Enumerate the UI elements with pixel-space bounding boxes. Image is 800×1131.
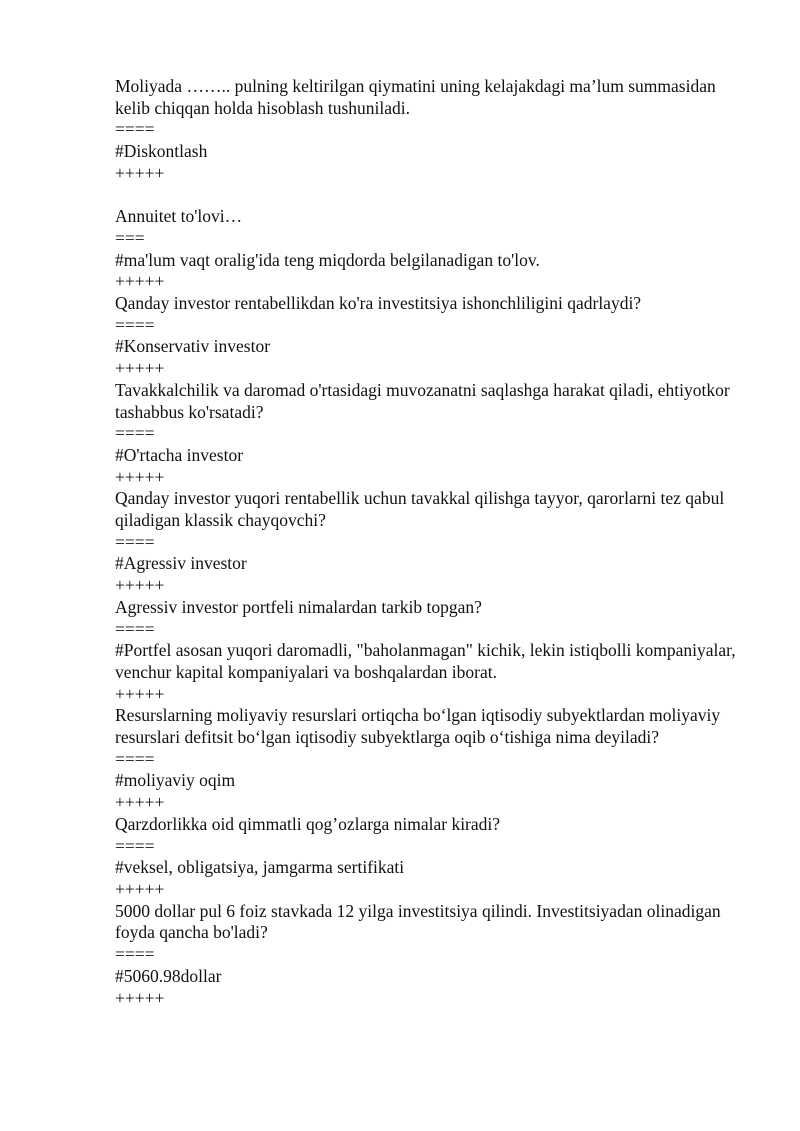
question-text: Tavakkalchilik va daromad o'rtasidagi muvozanatni saqlashga harakat qiladi, ehtiyotkor tashabbus ko'rsatadi? (115, 379, 730, 422)
answer-text: #moliyaviy oqim (115, 770, 236, 791)
document-page (115, 76, 745, 1009)
answer-text: #Diskontlash (115, 141, 208, 162)
separator: ==== (115, 835, 155, 856)
question-text: Qarzdorlikka oid qimmatli qog’ozlarga nimalar kiradi? (115, 813, 501, 834)
answer-text: #Agressiv investor (115, 553, 247, 574)
separator: ==== (115, 314, 155, 335)
separator: +++++ (115, 792, 165, 813)
separator: ==== (115, 423, 155, 444)
separator: ==== (115, 944, 155, 965)
separator: ==== (115, 618, 155, 639)
question-text: Agressiv investor portfeli nimalardan tarkib topgan? (115, 596, 482, 617)
question-text: Moliyada …….. pulning keltirilgan qiymatini uning kelajakdagi ma’lum summasidan kelib chiqqan holda hisoblash tushuniladi. (115, 76, 716, 118)
question-text: Annuitet to'lovi… (115, 206, 243, 227)
answer-text: #Konservativ investor (115, 336, 271, 357)
question-text: Qanday investor yuqori rentabellik uchun tavakkal qilishga tayyor, qarorlarni tez qabul qiladigan klassik chayqovchi? (115, 488, 725, 531)
answer-text: #ma'lum vaqt oralig'ida teng miqdorda belgilanadigan to'lov. (115, 249, 540, 270)
separator: +++++ (115, 575, 165, 596)
separator: +++++ (115, 879, 165, 899)
question-text: Resurslarning moliyaviy resurslari ortiqcha bo‘lgan iqtisodiy subyektlardan moliyaviy resurslari defitsit bo‘lgan iqtisodiy subyektlarga oqib o‘tishiga nima deyiladi? (115, 705, 721, 748)
answer-text: #O'rtacha investor (115, 444, 244, 465)
separator: +++++ (115, 162, 165, 183)
separator: ==== (115, 531, 155, 552)
answer-text: #5060.98dollar (115, 965, 222, 986)
separator: +++++ (115, 466, 165, 487)
answer-text: #Portfel asosan yuqori daromadli, "baholanmagan" kichik, lekin istiqbolli kompaniyalar, venchur kapital kompaniyalari va boshqalardan iborat. (115, 640, 736, 682)
separator: +++++ (115, 271, 165, 292)
separator: ==== (115, 748, 155, 769)
separator: +++++ (115, 987, 165, 1008)
separator: +++++ (115, 358, 165, 379)
question-text: 5000 dollar pul 6 foiz stavkada 12 yilga investitsiya qilindi. Investitsiyadan olinadigan foyda qancha bo'ladi? (115, 900, 721, 943)
separator: === (115, 227, 145, 248)
answer-text: #veksel, obligatsiya, jamgarma sertifikati (115, 857, 405, 878)
separator: +++++ (115, 683, 165, 704)
blank-line (115, 185, 745, 207)
separator: ==== (115, 119, 155, 140)
question-text: Qanday investor rentabellikdan ko'ra investitsiya ishonchliligini qadrlaydi? (115, 293, 642, 314)
